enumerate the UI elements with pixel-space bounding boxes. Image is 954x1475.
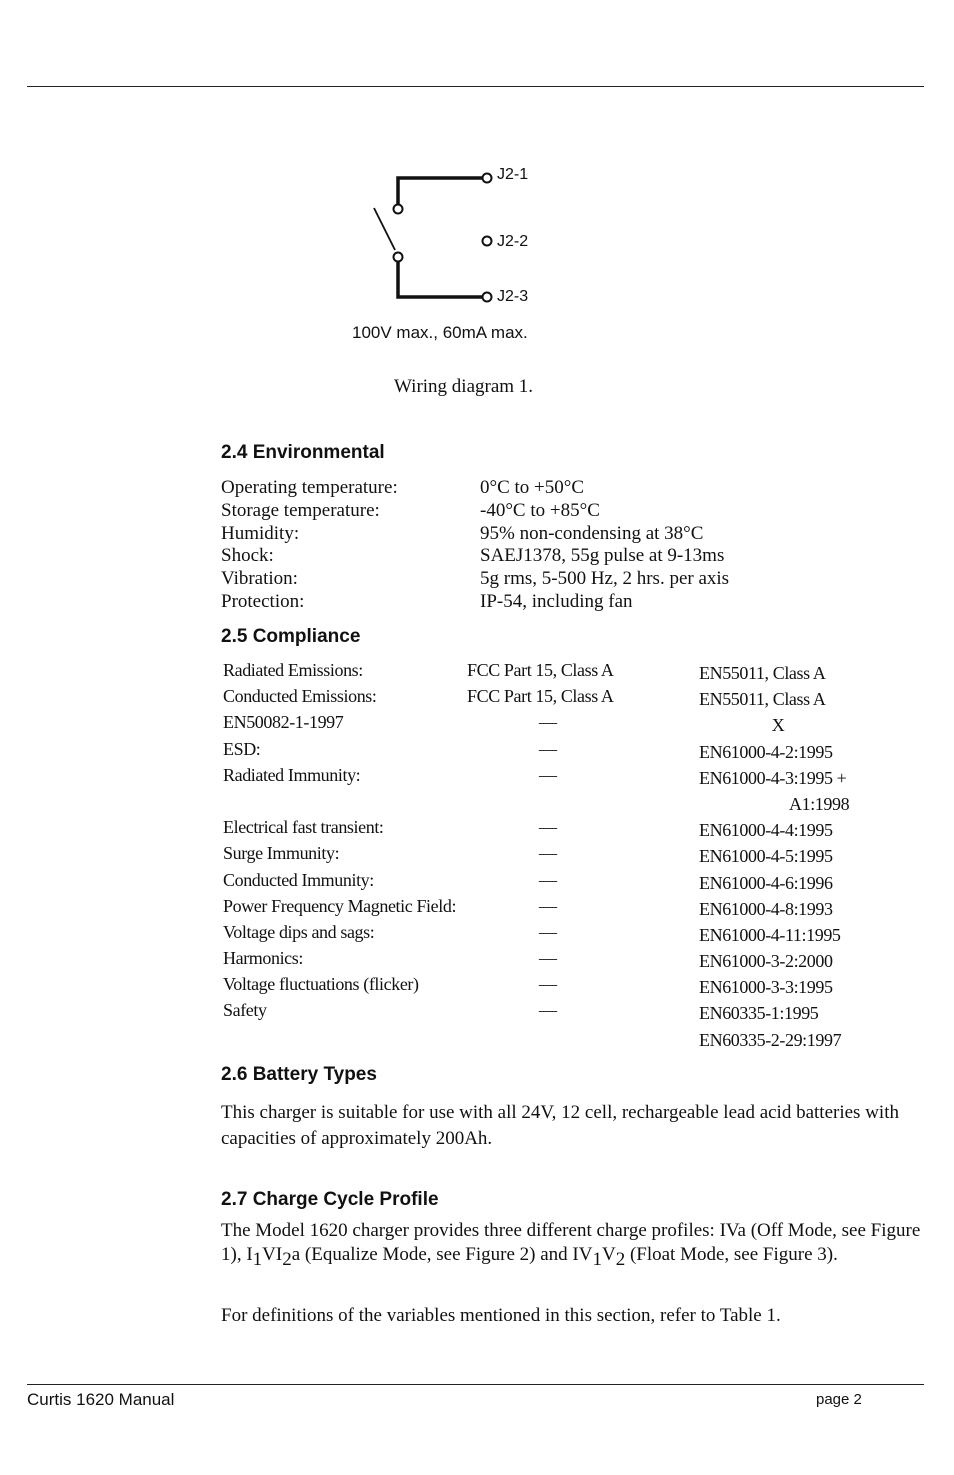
spec-value: -40°C to +85°C — [480, 499, 600, 521]
spec-value: SAEJ1378, 55g pulse at 9-13ms — [480, 545, 725, 567]
compliance-label: Harmonics: — [223, 948, 303, 969]
text-run: a (Equalize Mode, see Figure 2) and IV — [291, 1244, 593, 1265]
fcc-standard: — — [539, 921, 557, 942]
en-cell — [699, 712, 857, 738]
footer-page-number: page 2 — [816, 1391, 862, 1408]
compliance-label: Voltage dips and sags: — [223, 921, 375, 942]
compliance-label: Surge Immunity: — [223, 843, 340, 864]
fcc-standard: — — [539, 738, 557, 759]
switch-contact-upper — [394, 205, 403, 214]
footer-manual-title: Curtis 1620 Manual — [27, 1390, 175, 1409]
lower-contact-wire — [398, 257, 483, 297]
compliance-label: Electrical fast transient: — [223, 817, 384, 838]
en-standard: EN61000-4-4:1995 — [699, 820, 833, 841]
fcc-standard: — — [539, 895, 557, 916]
compliance-label: Safety — [223, 1000, 267, 1021]
en-standard: EN55011, Class A — [699, 663, 826, 683]
en-standard: EN61000-3-2:2000 — [699, 951, 833, 972]
spec-row — [221, 591, 729, 614]
terminal-j2-3 — [483, 293, 492, 302]
compliance-label: Voltage fluctuations (flicker) — [223, 974, 419, 995]
en-standard: EN61000-3-3:1995 — [699, 977, 833, 998]
compliance-label: Radiated Emissions: — [223, 660, 363, 680]
text-run: (Float Mode, see Figure 3). — [625, 1244, 838, 1265]
pin-label-j2-3: J2-3 — [497, 288, 529, 305]
fcc-standard: — — [539, 843, 557, 864]
table-reference-paragraph: For definitions of the variables mentioned in this section, refer to Table 1. — [221, 1305, 781, 1326]
charge-profile-paragraph — [221, 1219, 921, 1270]
text-run: VI — [262, 1244, 283, 1265]
en-standard: X — [771, 715, 785, 736]
terminal-j2-2 — [483, 237, 492, 246]
fcc-standard: — — [539, 974, 557, 995]
en-cell — [699, 1000, 841, 1052]
en-standard: EN61000-4-11:1995 — [699, 924, 841, 945]
text-run: V — [601, 1244, 616, 1265]
section-heading-compliance: 2.5 Compliance — [221, 626, 361, 647]
spec-value: IP-54, including fan — [480, 590, 633, 612]
en-standard: EN60335-1:1995 — [699, 1003, 819, 1024]
fcc-standard: — — [539, 712, 557, 733]
compliance-label: Conducted Emissions: — [223, 686, 377, 707]
text-run: The Model 1620 charger provides three different charge profiles: IVa (Off Mode, see Figure 1), I — [221, 1220, 921, 1265]
battery-types-paragraph: This charger is suitable for use with all 24V, 12 cell, rechargeable lead acid batteries with capacities of approximately 200Ah. — [221, 1102, 899, 1149]
subscript: 2 — [282, 1249, 292, 1270]
spec-row — [221, 477, 729, 500]
compliance-label: EN50082-1-1997 — [223, 712, 344, 733]
fcc-standard: — — [539, 948, 557, 969]
switch-blade — [374, 208, 395, 250]
figure-caption: Wiring diagram 1. — [394, 376, 534, 397]
en-standard: EN61000-4-6:1996 — [699, 872, 833, 893]
pin-label-j2-1: J2-1 — [497, 166, 529, 183]
fcc-standard: — — [539, 764, 557, 785]
section-heading-environmental: 2.4 Environmental — [221, 442, 385, 463]
compliance-label: Conducted Immunity: — [223, 869, 374, 890]
spec-label: Protection: — [221, 590, 305, 612]
spec-label: Humidity: — [221, 522, 300, 544]
fcc-standard: FCC Part 15, Class A — [467, 686, 614, 707]
en-standard-amendment: A1:1998 — [789, 793, 850, 814]
spec-label: Storage temperature: — [221, 499, 380, 521]
en-standard: EN61000-4-8:1993 — [699, 898, 833, 919]
en-standard-part2: EN60335-2-29:1997 — [699, 1029, 842, 1050]
fcc-standard: FCC Part 15, Class A — [467, 660, 614, 680]
en-standard: EN61000-4-3:1995 + — [699, 767, 847, 788]
spec-label: Vibration: — [221, 568, 298, 590]
header-rule — [27, 86, 924, 87]
section-heading-battery-types: 2.6 Battery Types — [221, 1064, 377, 1085]
compliance-label: ESD: — [223, 738, 261, 759]
spec-row — [221, 523, 729, 546]
spec-value: 95% non-condensing at 38°C — [480, 522, 704, 544]
spec-label: Operating temperature: — [221, 477, 398, 498]
switch-contact-lower — [394, 253, 403, 262]
fcc-standard: — — [539, 869, 557, 890]
spec-value: 5g rms, 5-500 Hz, 2 hrs. per axis — [480, 568, 730, 590]
subscript: 1 — [592, 1249, 602, 1270]
section-heading-charge-cycle: 2.7 Charge Cycle Profile — [221, 1189, 439, 1210]
fcc-standard: — — [539, 1000, 557, 1021]
compliance-label: Power Frequency Magnetic Field: — [223, 895, 457, 916]
subscript: 1 — [252, 1249, 263, 1270]
spec-label: Shock: — [221, 545, 274, 567]
en-standard: EN61000-4-5:1995 — [699, 846, 833, 867]
en-standard: EN61000-4-2:1995 — [699, 741, 833, 762]
pin-label-j2-2: J2-2 — [497, 233, 529, 250]
compliance-label: Radiated Immunity: — [223, 764, 361, 785]
terminal-j2-1 — [483, 174, 492, 183]
footer-rule — [27, 1384, 924, 1385]
en-cell — [699, 765, 849, 817]
spec-row — [221, 500, 729, 523]
fcc-standard: — — [539, 817, 557, 838]
upper-contact-wire — [398, 178, 483, 207]
subscript: 2 — [615, 1249, 626, 1270]
spec-row — [221, 568, 729, 591]
spec-value: 0°C to +50°C — [480, 477, 585, 498]
spec-row — [221, 545, 729, 568]
environmental-specs — [221, 477, 729, 614]
en-standard: EN55011, Class A — [699, 689, 826, 710]
contact-rating: 100V max., 60mA max. — [352, 323, 528, 342]
